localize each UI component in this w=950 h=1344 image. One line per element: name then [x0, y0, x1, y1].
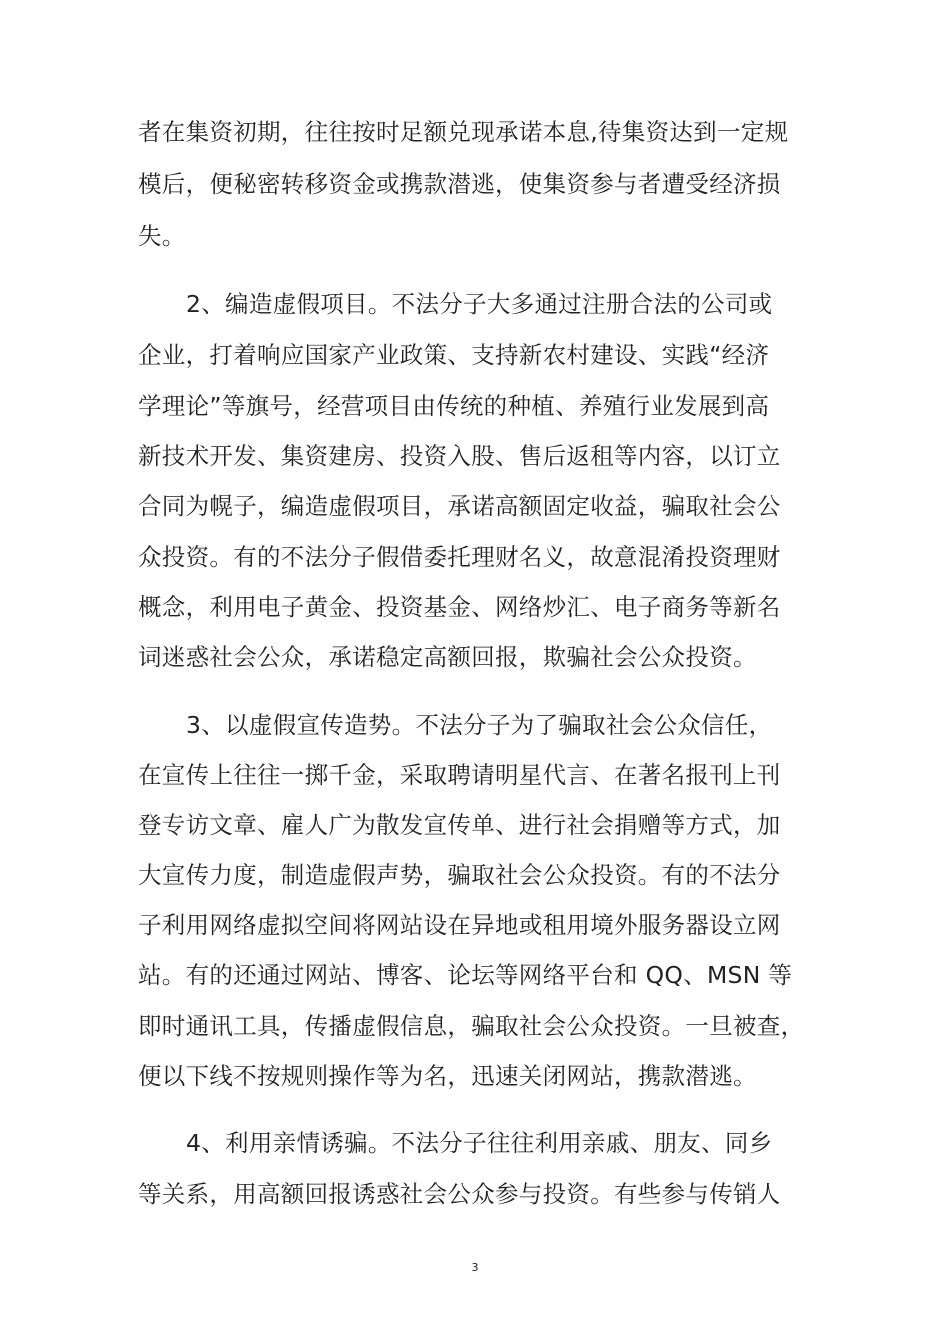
paragraph-1-line-2: 模后，便秘密转移资金或携款潜逃，使集资参与者遭受经济损	[138, 170, 781, 198]
paragraph-3-line-3: 登专访文章、雇人广为散发宣传单、进行社会捐赠等方式，加	[138, 811, 781, 839]
paragraph-1-line-1: 者在集资初期，往往按时足额兑现承诺本息,待集资达到一定规	[138, 118, 789, 146]
paragraph-2-line-1: 2、编造虚假项目。不法分子大多通过注册合法的公司或	[186, 290, 773, 318]
paragraph-2-line-8: 词迷惑社会公众，承诺稳定高额回报，欺骗社会公众投资。	[138, 643, 757, 671]
paragraph-2-line-7: 概念，利用电子黄金、投资基金、网络炒汇、电子商务等新名	[138, 593, 781, 621]
paragraph-4-line-2: 等关系，用高额回报诱惑社会公众参与投资。有些参与传销人	[138, 1180, 781, 1208]
paragraph-3-line-4: 大宣传力度，制造虚假声势，骗取社会公众投资。有的不法分	[138, 861, 781, 889]
paragraph-3-line-1: 3、以虚假宣传造势。不法分子为了骗取社会公众信任，	[186, 711, 773, 739]
paragraph-4-line-1: 4、利用亲情诱骗。不法分子往往利用亲戚、朋友、同乡	[186, 1129, 773, 1157]
paragraph-2-line-4: 新技术开发、集资建房、投资入股、售后返租等内容，以订立	[138, 442, 781, 470]
paragraph-3-line-7: 即时通讯工具，传播虚假信息，骗取社会公众投资。一旦被查，	[138, 1012, 805, 1040]
paragraph-2-line-5: 合同为幌子，编造虚假项目，承诺高额固定收益，骗取社会公	[138, 492, 781, 520]
paragraph-3-line-5: 子利用网络虚拟空间将网站设在异地或租用境外服务器设立网	[138, 911, 781, 939]
page-number: 3	[471, 1261, 479, 1274]
paragraph-3-line-2: 在宣传上往往一掷千金，采取聘请明星代言、在著名报刊上刊	[138, 761, 781, 789]
paragraph-2-line-6: 众投资。有的不法分子假借委托理财名义，故意混淆投资理财	[138, 543, 781, 571]
paragraph-2-line-2: 企业，打着响应国家产业政策、支持新农村建设、实践“经济	[138, 341, 770, 369]
paragraph-3-line-6: 站。有的还通过网站、博客、论坛等网络平台和 QQ、MSN 等	[138, 961, 793, 989]
paragraph-3-line-8: 便以下线不按规则操作等为名，迅速关闭网站，携款潜逃。	[138, 1062, 757, 1090]
paragraph-1-line-3: 失。	[138, 222, 186, 250]
paragraph-2-line-3: 学理论”等旗号，经营项目由传统的种植、养殖行业发展到高	[138, 392, 770, 420]
